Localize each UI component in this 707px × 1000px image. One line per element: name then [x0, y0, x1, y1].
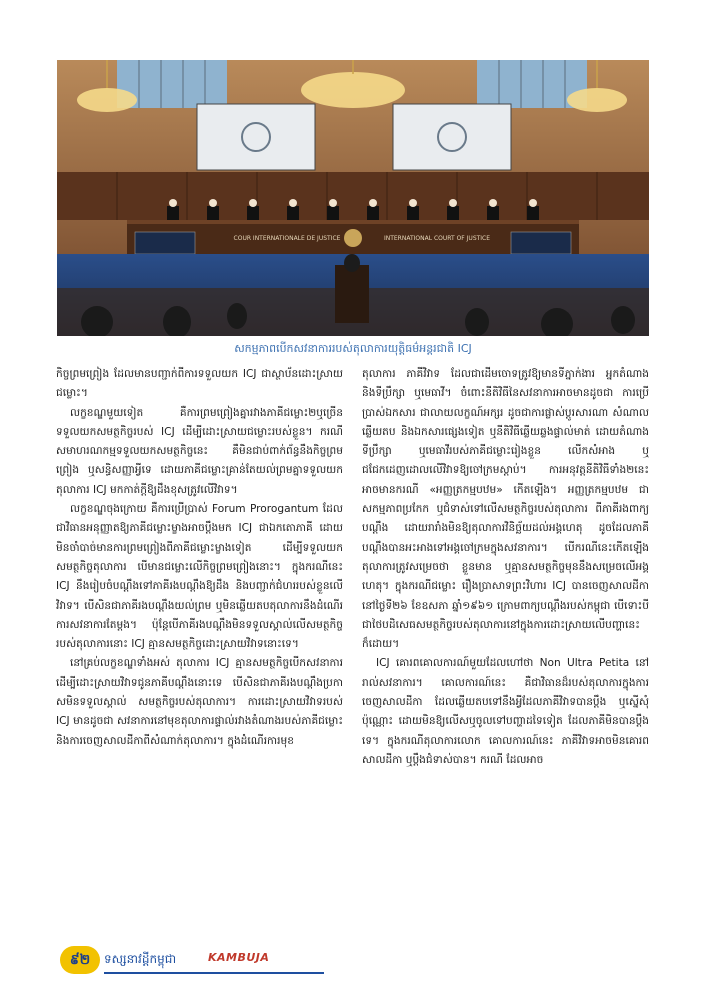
courtroom-photo	[57, 60, 649, 336]
page-footer	[50, 942, 660, 982]
paragraph: កិច្ចព្រមព្រៀង ដែលមានបញ្ជាក់ពីការទទួលយក ICJ ជាស្ថាប័នដោះស្រាយជម្លោះ។	[56, 368, 343, 400]
paragraph: លក្ខខណ្ឌមួយទៀត គឺការព្រមព្រៀងគ្នារវាងភាគីជម្លោះ២ឬច្រើនទទួលយកសមត្ថកិច្ចរបស់ ICJ ដើម្បីដោះស្រាយជម្លោះរបស់ខ្លួន។ ករណីសមាហរណកម្មទទួលយកសមត្ថកិច្ចនេះ គឺមិនជាប់ពាក់ព័ន្ធនឹងកិច្ចព្រមព្រៀង ឬសន្ធិសញ្ញាអ្វីទេ ដោយភាគីជម្លោះគ្រាន់តែយល់ព្រមគ្នាទទួលយកតុលាការ ICJ មកកាត់ក្តីឱ្យដឹងខុសត្រូវលើវិវាទ។	[56, 406, 343, 496]
paragraph: នៅគ្រប់លក្ខខណ្ឌទាំងអស់ តុលាការ ICJ គ្មានសមត្ថកិច្ចបើកសវនាការ ដើម្បីដោះស្រាយវិវាទជូនភាគីបណ្តឹងនោះទេ បើសិនជាភាគីរងបណ្តឹងប្រកាសមិនទទួលស្គាល់ សមត្ថកិច្ចរបស់តុលាការ។ ការដោះស្រាយវិវាទរបស់ ICJ មានដូចជា សវនាការនៅមុខតុលាការផ្ទាល់រវាងតំណាងរបស់ភាគីជម្លោះ និងការចេញសាលដីកាពីសំណាក់តុលាការ។ ក្នុងដំណើរការមុខ	[56, 657, 343, 747]
bench-sign-right: INTERNATIONAL COURT OF JUSTICE	[383, 235, 491, 242]
magazine-name: ទស្សនាវដ្តីកម្ពុជា	[104, 952, 177, 966]
bench-sign-left: COUR INTERNATIONALE DE JUSTICE	[233, 235, 341, 242]
footer-rule	[104, 972, 324, 974]
paragraph: តុលាការ ភាគីវិវាទ ដែលជាដើមចោទត្រូវឱ្យមានទីភ្នាក់ងារ អ្នកតំណាង និងទីប្រឹក្សា ឬមេធាវី។ ចំពោះនីតិវិធីនៃសវនាការអាចមានដូចជា ការប្រើប្រាស់ឯកសារ ជាលាយលក្ខណ៍អក្សរ ដូចជាការផ្លាស់ប្តូរសារណា សំណាលឆ្លើយតប និងឯកសារផ្សេងទៀត ឬនីតិវិធីឆ្លើយឆ្លងផ្ទាល់មាត់ ដោយតំណាង ទីប្រឹក្សា ឬមេធាវីរបស់ភាគីជម្លោះរៀងខ្លួន លើកសំអាង ឬជជែកដេញដោលលើវិវាទឱ្យចៅក្រមស្តាប់។ ការអនុវត្តនីតិវិធីទាំង២នេះ អាចមានករណី «អញ្ញត្រកម្មបឋម» កើតឡើង។ អញ្ញត្រកម្មបឋម ជាសកម្មភាពប្រកែក ឬជំទាស់ទៅលើសមត្ថកិច្ចរបស់តុលាការ ពីភាគីរងពាក្យបណ្តឹង ដោយរារាំងមិនឱ្យតុលាការវិនិច្ឆ័យដល់អង្គហេតុ ដូចដែលភាគីបណ្តឹងបានអះអាងទៅអង្គចៅក្រមក្នុងសវនាការ។ បើករណីនេះកើតឡើង តុលាការត្រូវសម្រេចថា ខ្លួនមាន ឬគ្មានសមត្ថកិច្ចមុននឹងសម្រេចលើអង្គហេតុ។ ក្នុងករណីជម្លោះ រឿងប្រាសាទព្រះវិហារ ICJ បានចេញសាលដីកា នៅថ្ងៃទី២៦ ខែឧសភា ឆ្នាំ១៩៦១ ក្រោមពាក្យបណ្តឹងរបស់កម្ពុជា បើទោះបីជាថៃបដិសេធសមត្ថកិច្ចរបស់តុលាការនៅក្នុងការដោះស្រាយលើបញ្ហានេះក៏ដោយ។	[362, 368, 649, 651]
photo-caption: សកម្មភាពបើកសវនាការរបស់តុលាការយុត្តិធម៌អន្តរជាតិ ICJ	[234, 342, 472, 355]
brand-name: KAMBUJA	[208, 951, 270, 964]
article-column-left	[56, 365, 343, 939]
courtroom-illustration	[57, 60, 649, 336]
paragraph: លក្ខខណ្ឌចុងក្រោយ គឺការប្រើប្រាស់ Forum Prorogantum ដែលជាវិធានអនុញ្ញាតឱ្យភាគីជម្លោះម្ខាងអាចប្តឹងមក ICJ ជាឯកតោភាគី ដោយមិនចាំបាច់មានការព្រមព្រៀងពីភាគីជម្លោះម្ខាងទៀត ដើម្បីទទួលយកសមត្ថកិច្ចតុលាការ បើមានជម្លោះលើកិច្ចព្រមព្រៀងនោះ។ ក្នុងករណីនេះ ICJ នឹងរៀបចំបណ្តឹងទៅភាគីរងបណ្តឹងឱ្យដឹង និងបញ្ជាក់ជំហររបស់ខ្លួនលើវិវាទ។ បើសិនជាភាគីរងបណ្តឹងយល់ព្រម ឬមិនឆ្លើយតបតុលាការនឹងដំណើរការសវនាការតែម្តង។ ប៉ុន្តែបើភាគីរងបណ្តឹងមិនទទួលស្គាល់លើសមត្ថកិច្ចរបស់តុលាការនោះ ICJ គ្មានសមត្ថកិច្ចដោះស្រាយវិវាទនោះទេ។	[56, 503, 343, 651]
paragraph: ICJ គោរពគោលការណ៍មួយដែលហៅថា Non Ultra Petita នៅរាល់សវនាការ។ គោលការណ៍នេះ គឺជាវិធានដ៏របស់តុលាការក្នុងការចេញសាលដីកា ដែលឆ្លើយតបទៅនឹងអ្វីដែលភាគីវិវាទបានប្តឹង ឬស្នើសុំប៉ុណ្ណោះ ដោយមិនឱ្យលើសឬចូលទៅបញ្ហាដទៃទៀត ដែលភាគីមិនបានប្តឹងទេ។ ក្នុងករណីតុលាការលោក គោលការណ៍នេះ ភាគីវិវាទអាចមិនគោរព សាលដីកា ឬប្តឹងជំទាស់បាន។ ករណី ដែលអាច	[362, 657, 649, 766]
page-number: ៩២	[60, 946, 100, 974]
article-column-right	[362, 365, 649, 939]
